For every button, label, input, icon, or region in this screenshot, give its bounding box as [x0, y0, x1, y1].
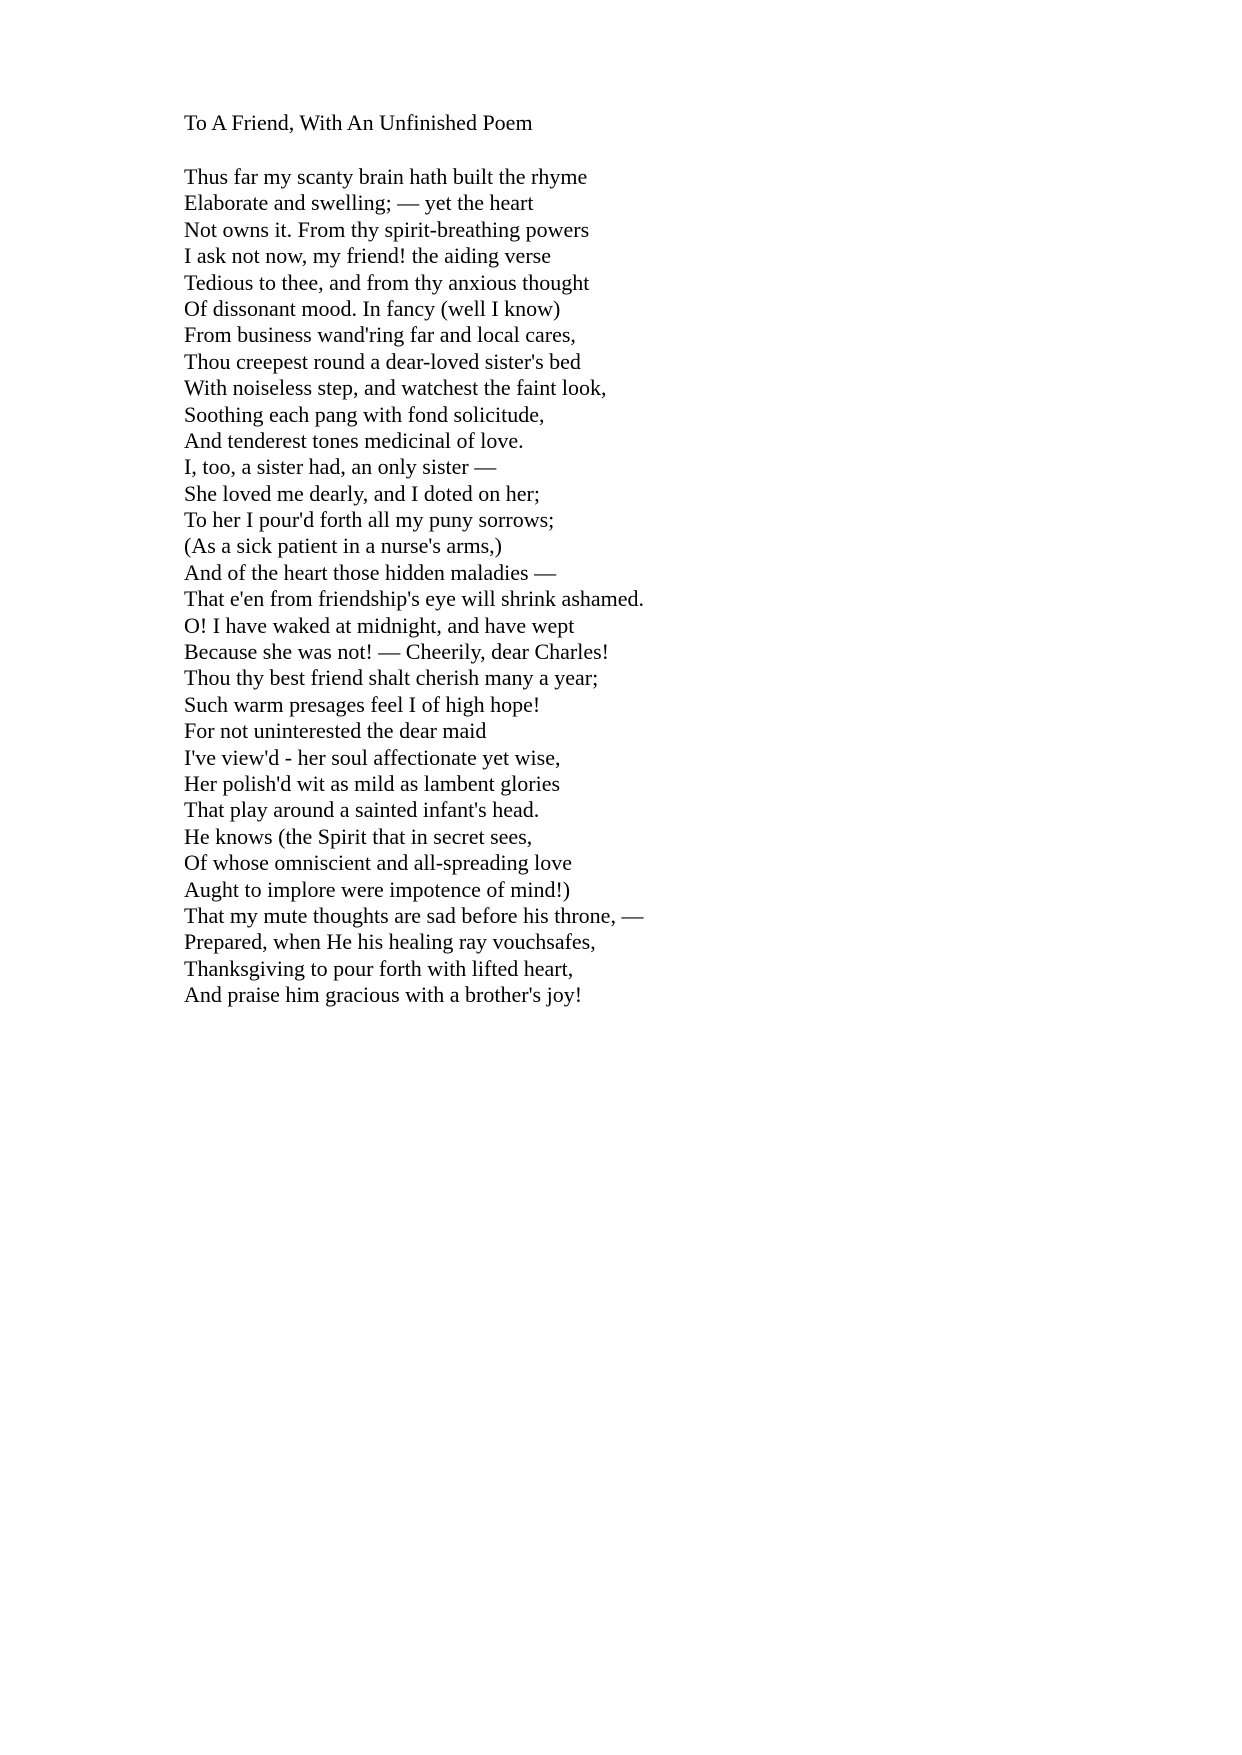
poem-title: To A Friend, With An Unfinished Poem	[184, 110, 533, 135]
poem-line: And of the heart those hidden maladies —	[184, 559, 557, 585]
poem-line: With noiseless step, and watchest the faint look,	[184, 375, 607, 401]
poem-line: O! I have waked at midnight, and have wept	[184, 612, 575, 638]
poem-line: Not owns it. From thy spirit-breathing powers	[184, 216, 590, 242]
poem-line: To her I pour'd forth all my puny sorrows;	[184, 507, 555, 533]
poem-line: Of whose omniscient and all-spreading love	[184, 850, 572, 876]
poem-line: Because she was not! — Cheerily, dear Charles!	[184, 639, 609, 665]
poem-line: Tedious to thee, and from thy anxious thought	[184, 269, 590, 295]
poem-line: For not uninterested the dear maid	[184, 718, 487, 744]
poem-line: He knows (the Spirit that in secret sees,	[184, 823, 533, 849]
poem-line: Elaborate and swelling; — yet the heart	[184, 190, 534, 216]
poem-line: Of dissonant mood. In fancy (well I know)	[184, 295, 561, 321]
poem-line: That play around a sainted infant's head.	[184, 797, 540, 823]
poem-body	[184, 164, 644, 1009]
poem-line: Thanksgiving to pour forth with lifted heart,	[184, 955, 574, 981]
poem-line: Prepared, when He his healing ray vouchsafes,	[184, 929, 596, 955]
poem-line: Thus far my scanty brain hath built the rhyme	[184, 164, 588, 189]
poem-line: That my mute thoughts are sad before his throne, —	[184, 902, 644, 928]
poem-line: I ask not now, my friend! the aiding verse	[184, 243, 551, 269]
poem-line: Thou creepest round a dear-loved sister's bed	[184, 348, 581, 374]
poem-line: From business wand'ring far and local cares,	[184, 322, 576, 348]
poem-line: And tenderest tones medicinal of love.	[184, 427, 524, 453]
poem-line: Thou thy best friend shalt cherish many a year;	[184, 665, 599, 691]
poem-line: (As a sick patient in a nurse's arms,)	[184, 533, 502, 559]
poem-line: Soothing each pang with fond solicitude,	[184, 401, 545, 427]
poem-line: That e'en from friendship's eye will shrink ashamed.	[184, 586, 645, 612]
poem-line: Aught to implore were impotence of mind!)	[184, 876, 571, 902]
poem-line: And praise him gracious with a brother's joy!	[184, 982, 583, 1008]
poem-line: Her polish'd wit as mild as lambent glories	[184, 770, 561, 796]
poem-line: She loved me dearly, and I doted on her;	[184, 480, 540, 506]
poem-line: I, too, a sister had, an only sister —	[184, 454, 497, 480]
poem-line: Such warm presages feel I of high hope!	[184, 691, 541, 717]
poem-line: I've view'd - her soul affectionate yet wise,	[184, 744, 561, 770]
